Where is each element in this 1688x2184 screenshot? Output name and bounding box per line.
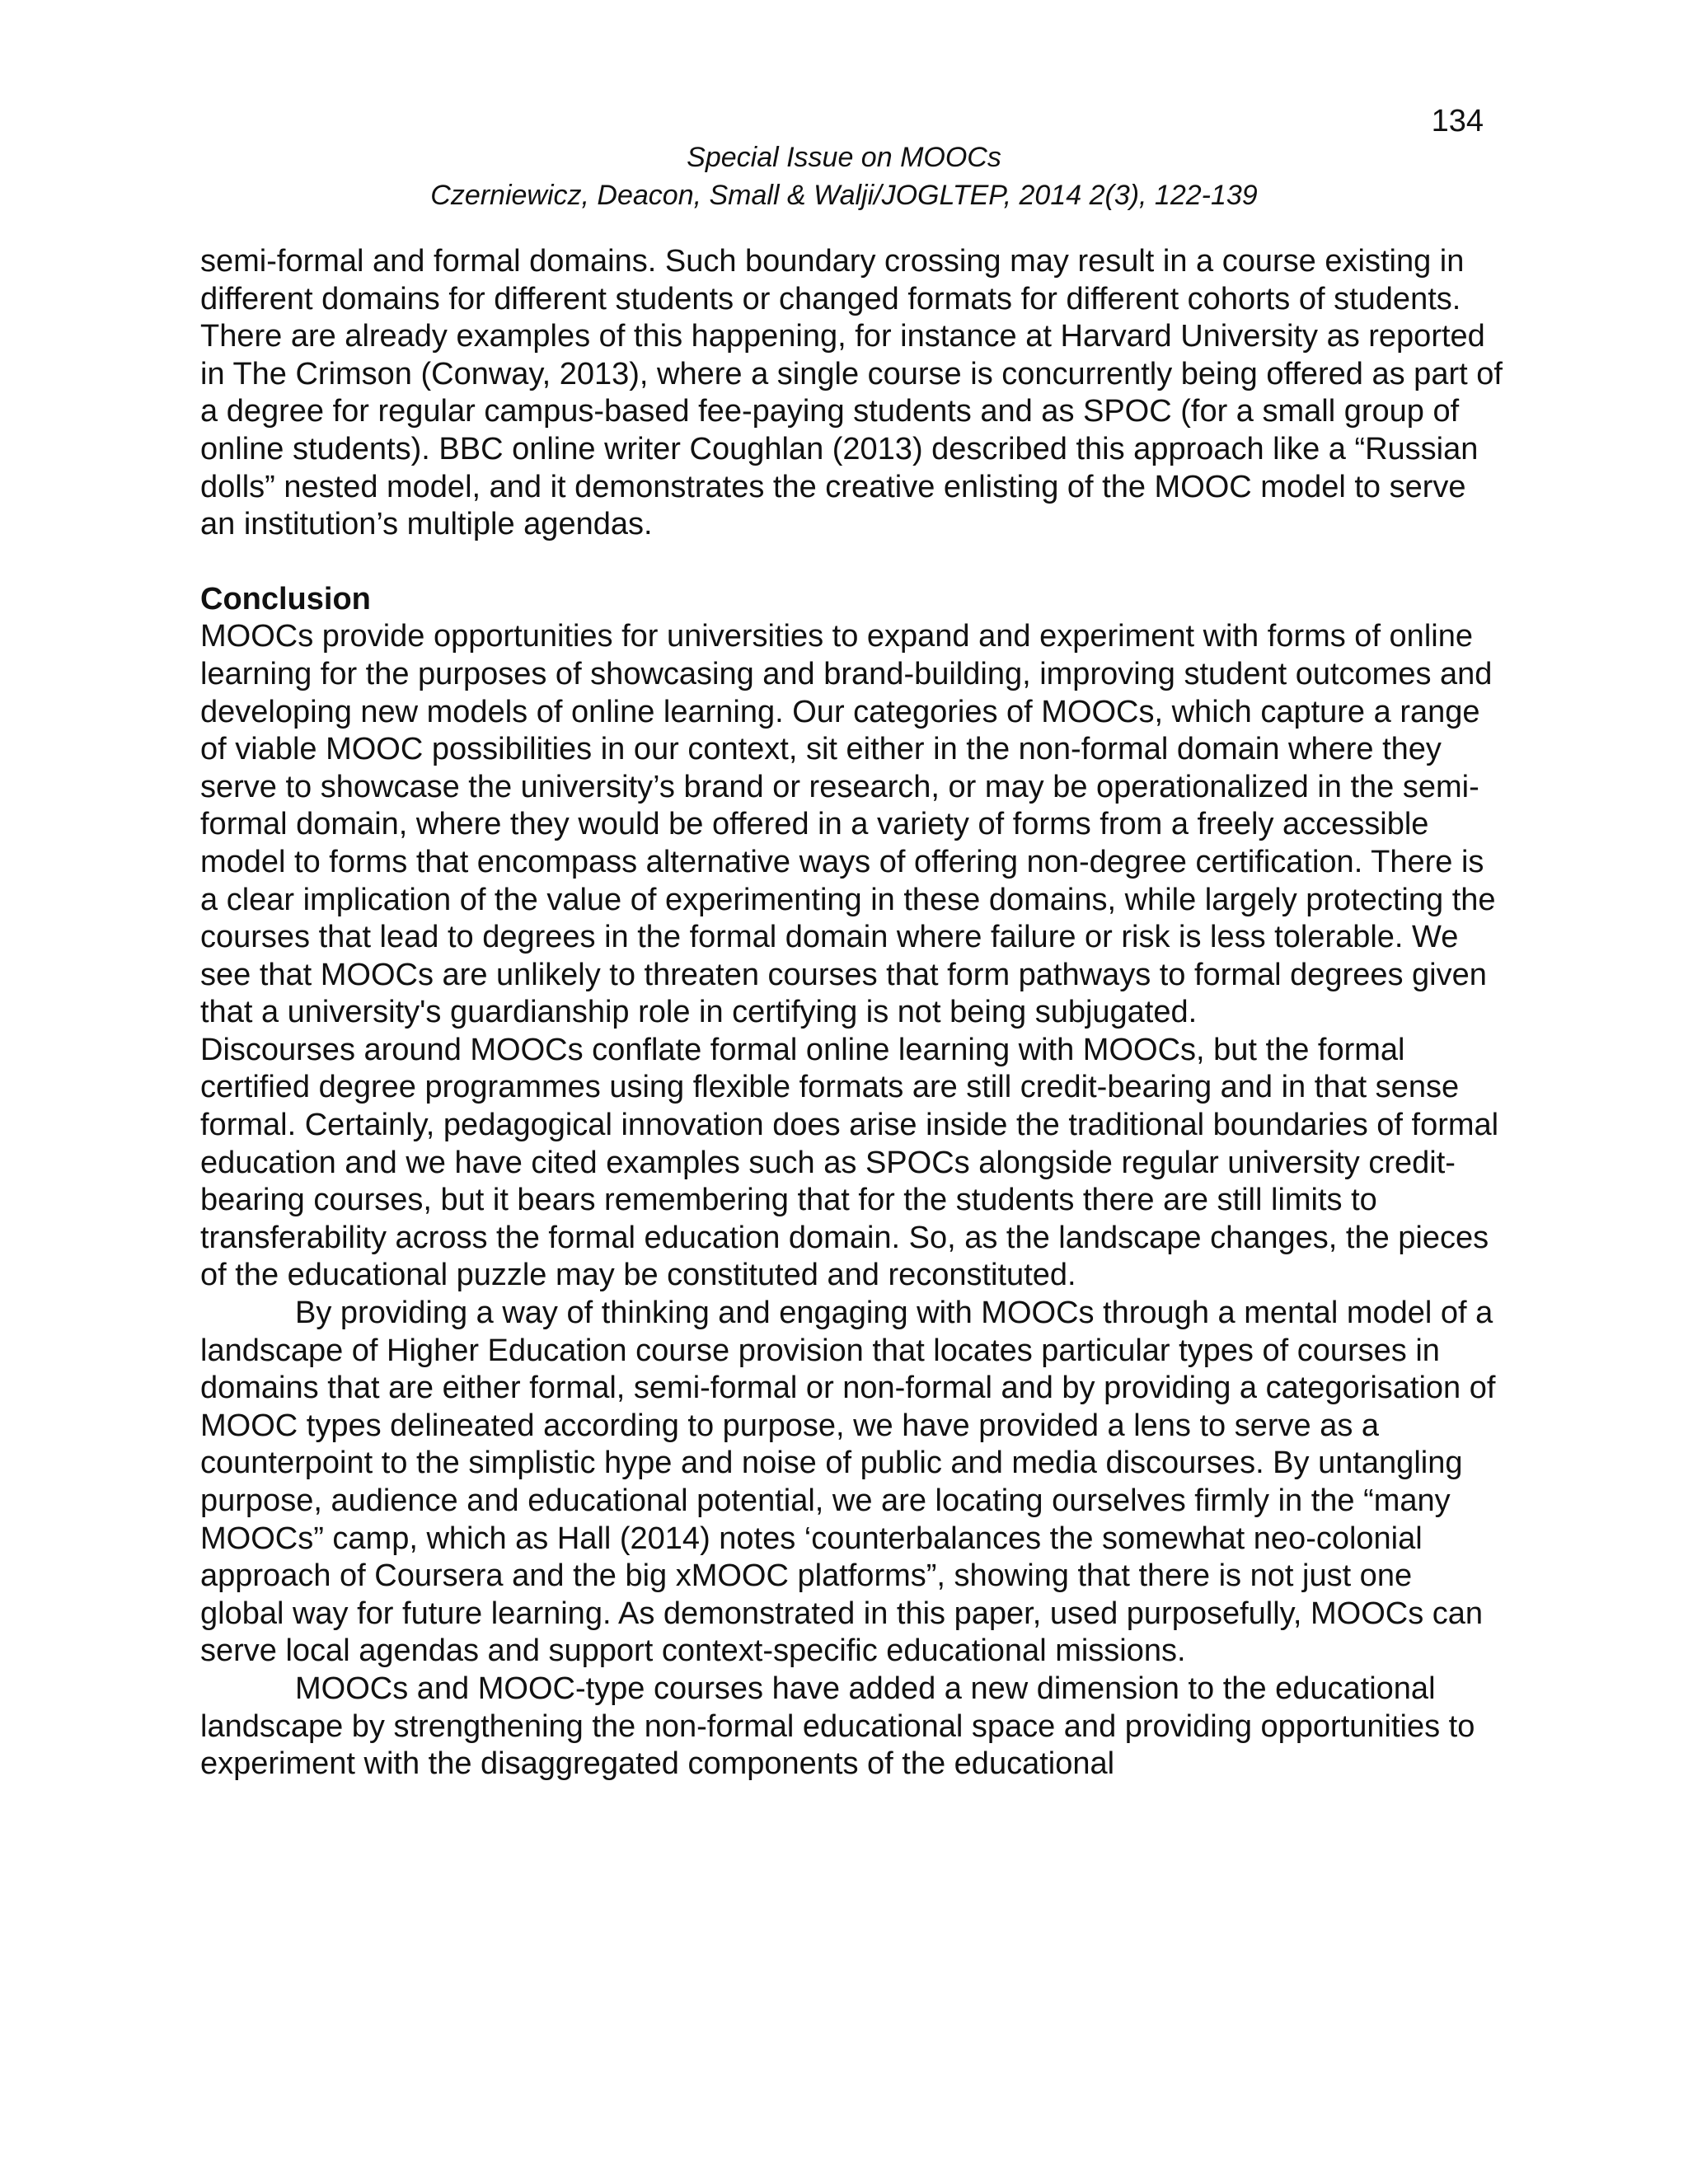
conclusion-paragraph-4: MOOCs and MOOC-type courses have added a new dimension to the educational landscape by strengthening the non-formal educational space and providing opportunities to experiment with the disaggregated components of the educational: [200, 1671, 1475, 1782]
running-header: [0, 138, 1688, 214]
conclusion-paragraph-2: Discourses around MOOCs conflate formal online learning with MOOCs, but the formal certified degree programmes using flexible formats are still credit-bearing and in that sense formal. Certainly, pedagogical innovation does arise inside the traditional boundaries of formal education and we have cited examples such as SPOCs alongside regular university credit-bearing courses, but it bears remembering that for the students there are still limits to transferability across the formal education domain. So, as the landscape changes, the pieces of the educational puzzle may be constituted and reconstituted.: [200, 1032, 1499, 1293]
citation-line: Czerniewicz, Deacon, Small & Walji/JOGLTEP, 2014 2(3), 122-139: [430, 180, 1258, 211]
page-number: 134: [1431, 104, 1484, 138]
journal-line: Special Issue on MOOCs: [687, 142, 1001, 173]
section-heading: Conclusion: [200, 581, 371, 616]
conclusion-paragraph-3: By providing a way of thinking and engaging with MOOCs through a mental model of a landscape of Higher Education course provision that locates particular types of courses in domains that are either formal, semi-formal or non-formal and by providing a categorisation of MOOC types delineated according to purpose, we have provided a lens to serve as a counterpoint to the simplistic hype and noise of public and media discourses. By untangling purpose, audience and educational potential, we are locating ourselves firmly in the “many MOOCs” camp, which as Hall (2014) notes ‘counterbalances the somewhat neo-colonial approach of Coursera and the big xMOOC platforms”, showing that there is not just one global way for future learning. As demonstrated in this paper, used purposefully, MOOCs can serve local agendas and support context-specific educational missions.: [200, 1296, 1496, 1669]
paragraph-continued: semi-formal and formal domains. Such boundary crossing may result in a course existing in different domains for different students or changed formats for different cohorts of students. There are already examples of this happening, for instance at Harvard University as reported in The Crimson (Conway, 2013), where a single course is concurrently being offered as part of a degree for regular campus-based fee-paying students and as SPOC (for a small group of online students). BBC online writer Coughlan (2013) described this approach like a “Russian dolls” nested model, and it demonstrates the creative enlisting of the MOOC model to serve an institution’s multiple agendas.: [200, 244, 1503, 542]
conclusion-paragraph-1: MOOCs provide opportunities for universities to expand and experiment with forms of online learning for the purposes of showcasing and brand-building, improving student outcomes and developing new models of online learning. Our categories of MOOCs, which capture a range of viable MOOC possibilities in our context, sit either in the non-formal domain where they serve to showcase the university’s brand or research, or may be operationalized in the semi-formal domain, where they would be offered in a variety of forms from a freely accessible model to forms that encompass alternative ways of offering non-degree certification. There is a clear implication of the value of experimenting in these domains, while largely protecting the courses that lead to degrees in the formal domain where failure or risk is less tolerable. We see that MOOCs are unlikely to threaten courses that form pathways to formal degrees given that a university's guardianship role in certifying is not being subjugated.: [200, 619, 1496, 1030]
article-body: [200, 243, 1503, 1783]
